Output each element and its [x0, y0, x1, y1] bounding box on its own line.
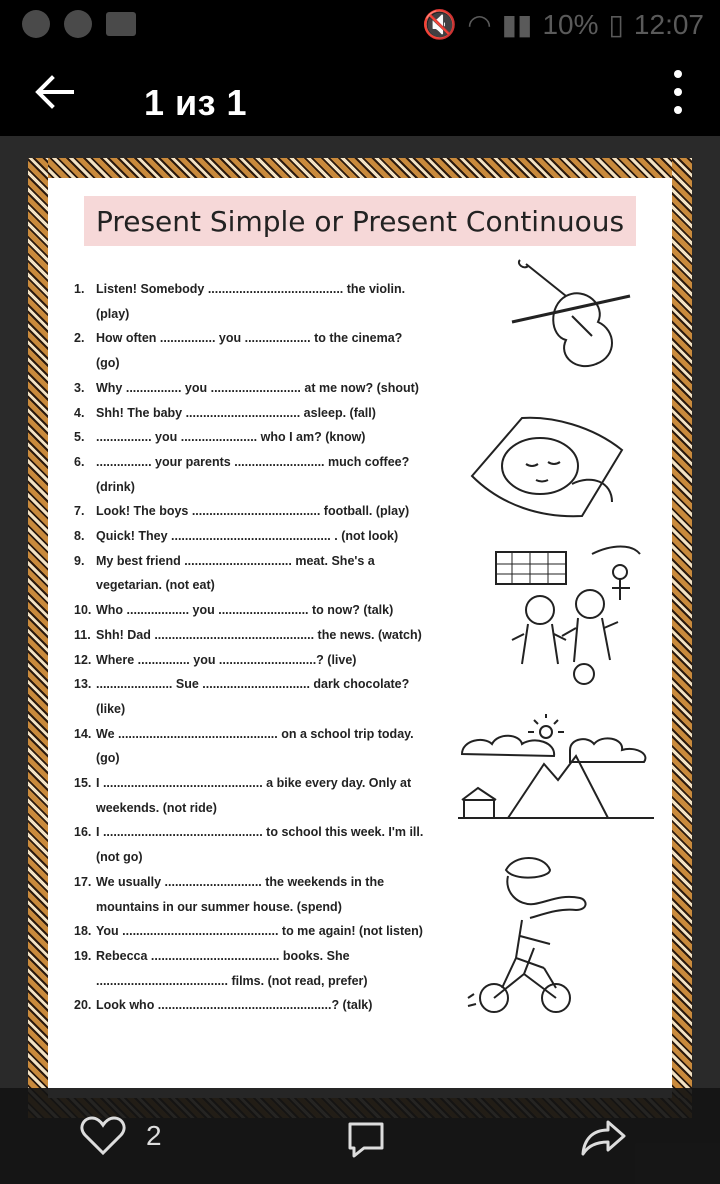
football-players-illustration	[492, 544, 642, 694]
exercise-text: ................ your parents .......................... much coffee?	[96, 454, 410, 469]
cyclist-illustration	[464, 848, 610, 1024]
exercise-text: Who .................. you .......................... to now? (talk)	[96, 603, 394, 618]
worksheet-image	[28, 158, 692, 1118]
exercise-line	[74, 453, 409, 471]
exercise-line	[74, 428, 365, 446]
exercise-number: 15.	[74, 776, 92, 790]
back-button[interactable]	[26, 68, 82, 116]
exercise-line	[74, 329, 402, 347]
notification-icon	[22, 10, 50, 38]
exercise-text: Look! The boys ..................................... football. (play)	[96, 504, 410, 519]
exercise-number: 18.	[74, 924, 92, 939]
exercise-line	[74, 626, 422, 644]
signal-icon: ▮▮	[501, 9, 533, 40]
exercise-number: 5.	[74, 430, 85, 445]
exercise-line	[74, 947, 350, 965]
exercise-line	[74, 823, 423, 841]
exercise-text: Look who ..................................................? (talk)	[96, 998, 373, 1013]
exercise-line	[74, 305, 129, 323]
clock: 12:07	[633, 8, 704, 40]
exercise-text: I .............................................. a bike every day. Only at	[96, 776, 412, 790]
exercise-text: I .............................................. to school this week. I'm ill.	[96, 825, 424, 840]
image-viewer[interactable]	[0, 136, 720, 1184]
exercise-text: Quick! They .............................................. . (not look)	[96, 529, 399, 543]
decorative-border	[28, 158, 692, 178]
exercise-text: Why ................ you .......................... at me now? (shout)	[96, 380, 419, 395]
exercise-line	[74, 280, 405, 298]
like-count: 2	[146, 1120, 162, 1151]
share-arrow-icon	[580, 1118, 628, 1158]
app-bar	[0, 48, 720, 136]
sleeping-baby-illustration	[462, 406, 632, 526]
exercise-line	[74, 725, 414, 743]
mountains-illustration	[458, 714, 654, 824]
exercise-number: 12.	[74, 652, 92, 667]
exercise-number: 8.	[74, 529, 85, 543]
exercise-line	[74, 749, 120, 767]
share-button[interactable]	[580, 1118, 628, 1163]
exercise-text: ...................... Sue ............................... dark chocolate?	[96, 677, 410, 692]
exercise-text: weekends. (not ride)	[96, 800, 217, 815]
mute-icon: 🔇	[422, 9, 458, 40]
more-dot-icon	[674, 70, 682, 78]
exercise-line	[74, 379, 419, 397]
exercise-number: 2.	[74, 331, 85, 346]
exercise-line	[74, 996, 372, 1014]
exercise-text: Shh! The baby ................................. asleep. (fall)	[96, 405, 376, 420]
exercise-text: Shh! Dad .............................................. the news. (watch)	[96, 627, 422, 642]
message-icon	[106, 12, 136, 36]
exercise-line	[74, 478, 135, 496]
status-bar	[0, 0, 720, 48]
worksheet-title-box	[84, 196, 636, 246]
exercise-number: 1.	[74, 282, 85, 296]
violin-illustration	[506, 256, 636, 376]
comment-icon	[346, 1120, 386, 1160]
exercise-number: 11.	[74, 627, 91, 642]
exercise-line	[74, 502, 409, 520]
exercise-number: 9.	[74, 553, 85, 568]
decorative-border	[28, 158, 48, 1118]
exercise-line	[74, 700, 125, 718]
more-dot-icon	[674, 106, 682, 114]
exercise-text: (go)	[96, 751, 120, 766]
chrome-icon	[64, 10, 92, 38]
exercise-text: (play)	[96, 306, 130, 321]
exercise-text: (not go)	[96, 850, 143, 865]
exercise-line	[74, 404, 376, 422]
exercise-text: (like)	[96, 701, 126, 716]
exercise-number: 7.	[74, 504, 85, 519]
more-options-button[interactable]	[666, 70, 690, 114]
exercise-number: 14.	[74, 726, 92, 741]
exercise-line	[74, 799, 217, 817]
battery-icon: ▯	[608, 9, 624, 40]
wifi-icon: ◠	[467, 9, 492, 40]
page-counter: 1 из 1	[144, 82, 248, 123]
exercise-number: 17.	[74, 874, 92, 889]
exercise-line	[74, 354, 120, 372]
battery-percent: 10%	[542, 8, 599, 40]
exercise-line	[74, 651, 356, 669]
exercise-number: 10.	[74, 603, 92, 618]
exercise-line	[74, 972, 368, 990]
exercise-text: (go)	[96, 356, 120, 371]
exercise-line	[74, 898, 342, 916]
exercise-text: Listen! Somebody ....................................... the violin.	[96, 282, 406, 296]
exercise-text: Where ............... you ............................? (live)	[96, 652, 357, 667]
back-arrow-icon	[34, 75, 74, 109]
exercise-number: 16.	[74, 825, 92, 840]
exercise-line	[74, 774, 411, 792]
exercise-line	[74, 552, 375, 570]
exercise-text: My best friend ............................... meat. She's a	[96, 553, 375, 568]
heart-icon	[80, 1116, 126, 1156]
exercise-number: 4.	[74, 405, 85, 420]
exercise-text: We usually ............................ the weekends in the	[96, 874, 385, 889]
bottom-action-bar	[0, 1088, 720, 1184]
decorative-border	[672, 158, 692, 1118]
exercise-number: 6.	[74, 454, 85, 469]
like-button[interactable]	[80, 1116, 162, 1156]
worksheet-title: Present Simple or Present Continuous	[95, 204, 625, 238]
more-dot-icon	[674, 88, 682, 96]
exercise-line	[74, 675, 409, 693]
exercise-line	[74, 601, 393, 619]
exercise-line	[74, 848, 143, 866]
exercise-number: 20.	[74, 998, 92, 1013]
exercise-line	[74, 527, 398, 545]
exercise-text: ................ you ...................... who I am? (know)	[96, 430, 366, 445]
exercise-text: How often ................ you ................... to the cinema?	[96, 331, 403, 346]
comment-button[interactable]	[346, 1120, 386, 1165]
exercise-text: mountains in our summer house. (spend)	[96, 899, 342, 914]
exercise-text: We .............................................. on a school trip today.	[96, 726, 414, 741]
exercise-text: Rebecca ..................................... books. She	[96, 948, 350, 963]
exercise-line	[74, 922, 423, 940]
exercise-number: 3.	[74, 380, 85, 395]
exercise-line	[74, 873, 384, 891]
exercise-line	[74, 576, 215, 594]
exercise-number: 19.	[74, 948, 92, 963]
exercise-text: (drink)	[96, 479, 135, 494]
exercise-text: vegetarian. (not eat)	[96, 578, 215, 593]
exercise-text: ...................................... films. (not read, prefer)	[96, 973, 368, 988]
exercise-text: You ............................................. to me again! (not listen)	[96, 924, 423, 939]
exercise-number: 13.	[74, 677, 92, 692]
